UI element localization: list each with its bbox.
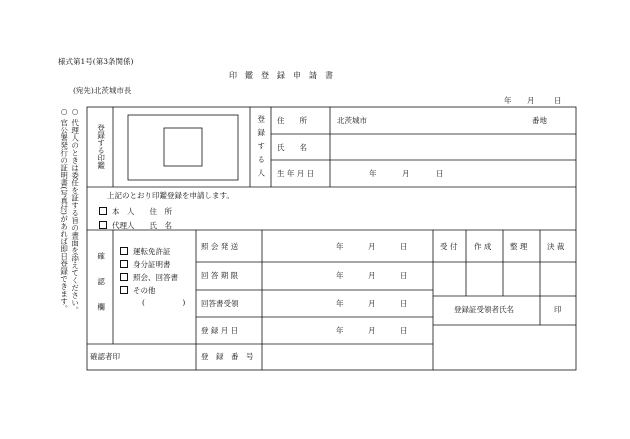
process-row-year: 年 bbox=[336, 242, 344, 251]
dob-day: 日 bbox=[436, 169, 444, 178]
registration-number-label: 登 録 番 号 bbox=[201, 352, 254, 361]
office-col-reception: 受 付 bbox=[440, 242, 458, 251]
dob-year: 年 bbox=[369, 169, 377, 178]
process-row-month: 月 bbox=[368, 326, 376, 335]
checkbox[interactable] bbox=[120, 247, 128, 255]
process-row-day: 日 bbox=[400, 242, 408, 251]
note-bullet-1: ○ bbox=[70, 107, 80, 116]
note-1: 代理人のときは委任を証する旨の書面を添えてください。 bbox=[70, 119, 80, 314]
checkbox[interactable] bbox=[120, 273, 128, 281]
process-row-month: 月 bbox=[368, 242, 376, 251]
request-statement: 上記のとおり印鑑登録を申請します。 bbox=[107, 191, 234, 200]
seal-stamp-area[interactable] bbox=[128, 115, 238, 180]
option-other-paren: ( ) bbox=[142, 298, 186, 307]
seal-section-label: 登録する印鑑 bbox=[96, 124, 106, 169]
header-day: 日 bbox=[554, 96, 562, 105]
applicant-self[interactable]: 本 人 住 所 bbox=[99, 207, 172, 216]
process-row-month: 月 bbox=[368, 271, 376, 280]
process-row-day: 日 bbox=[400, 299, 408, 308]
name-field[interactable] bbox=[331, 135, 575, 159]
dob-month: 月 bbox=[402, 169, 410, 178]
process-row-day: 日 bbox=[400, 326, 408, 335]
registration-number-field[interactable] bbox=[263, 345, 432, 369]
address-suffix: 番地 bbox=[532, 116, 547, 125]
certificate-receiver-label: 登録証受領者氏名 bbox=[454, 305, 514, 314]
process-row-label: 照 会 発 送 bbox=[201, 242, 239, 251]
office-col-arrangement: 整 理 bbox=[510, 242, 528, 251]
checkbox[interactable] bbox=[120, 260, 128, 268]
agent-checkbox[interactable] bbox=[99, 221, 107, 229]
process-row-year: 年 bbox=[336, 271, 344, 280]
header-month: 月 bbox=[527, 96, 535, 105]
note-2: 官公署発行の証明書(写真付)があれば即日登録できます。 bbox=[59, 119, 69, 313]
process-row-month: 月 bbox=[368, 299, 376, 308]
address-label: 住 所 bbox=[277, 116, 307, 125]
addressee: (宛先)北茨城市長 bbox=[73, 86, 132, 95]
address-value[interactable]: 北茨城市 bbox=[337, 116, 367, 125]
process-row-label: 回 答 期 限 bbox=[201, 271, 239, 280]
confirmer-seal-label: 確認者印 bbox=[90, 352, 120, 361]
option-other[interactable]: その他 bbox=[120, 286, 156, 295]
registrant-side-label: 登録する人 bbox=[256, 115, 266, 183]
checkbox[interactable] bbox=[120, 286, 128, 294]
process-row-label: 登 録 月 日 bbox=[201, 326, 239, 335]
process-row-year: 年 bbox=[336, 299, 344, 308]
option-inquiry-reply[interactable]: 照会、回答書 bbox=[120, 273, 178, 282]
self-checkbox[interactable] bbox=[99, 207, 107, 215]
office-col-approval: 決 裁 bbox=[547, 242, 565, 251]
process-row-year: 年 bbox=[336, 326, 344, 335]
note-bullet-2: ○ bbox=[59, 107, 69, 116]
seal-mark: 印 bbox=[554, 305, 562, 314]
form-code: 様式第1号(第3条関係) bbox=[58, 57, 134, 66]
form-title: 印 鑑 登 録 申 請 書 bbox=[229, 71, 333, 80]
dob-label: 生 年 月 日 bbox=[277, 169, 315, 178]
header-year: 年 bbox=[504, 96, 512, 105]
process-row-day: 日 bbox=[400, 271, 408, 280]
process-row-label: 回答書受領 bbox=[201, 299, 239, 308]
option-drivers-license[interactable]: 運転免許証 bbox=[120, 247, 171, 256]
applicant-agent[interactable]: 代理人 氏 名 bbox=[99, 221, 172, 230]
office-col-creation: 作 成 bbox=[474, 242, 492, 251]
option-id-certificate[interactable]: 身分証明書 bbox=[120, 260, 171, 269]
confirmation-side-label: 確認欄 bbox=[96, 252, 106, 329]
name-label: 氏 名 bbox=[277, 143, 307, 152]
